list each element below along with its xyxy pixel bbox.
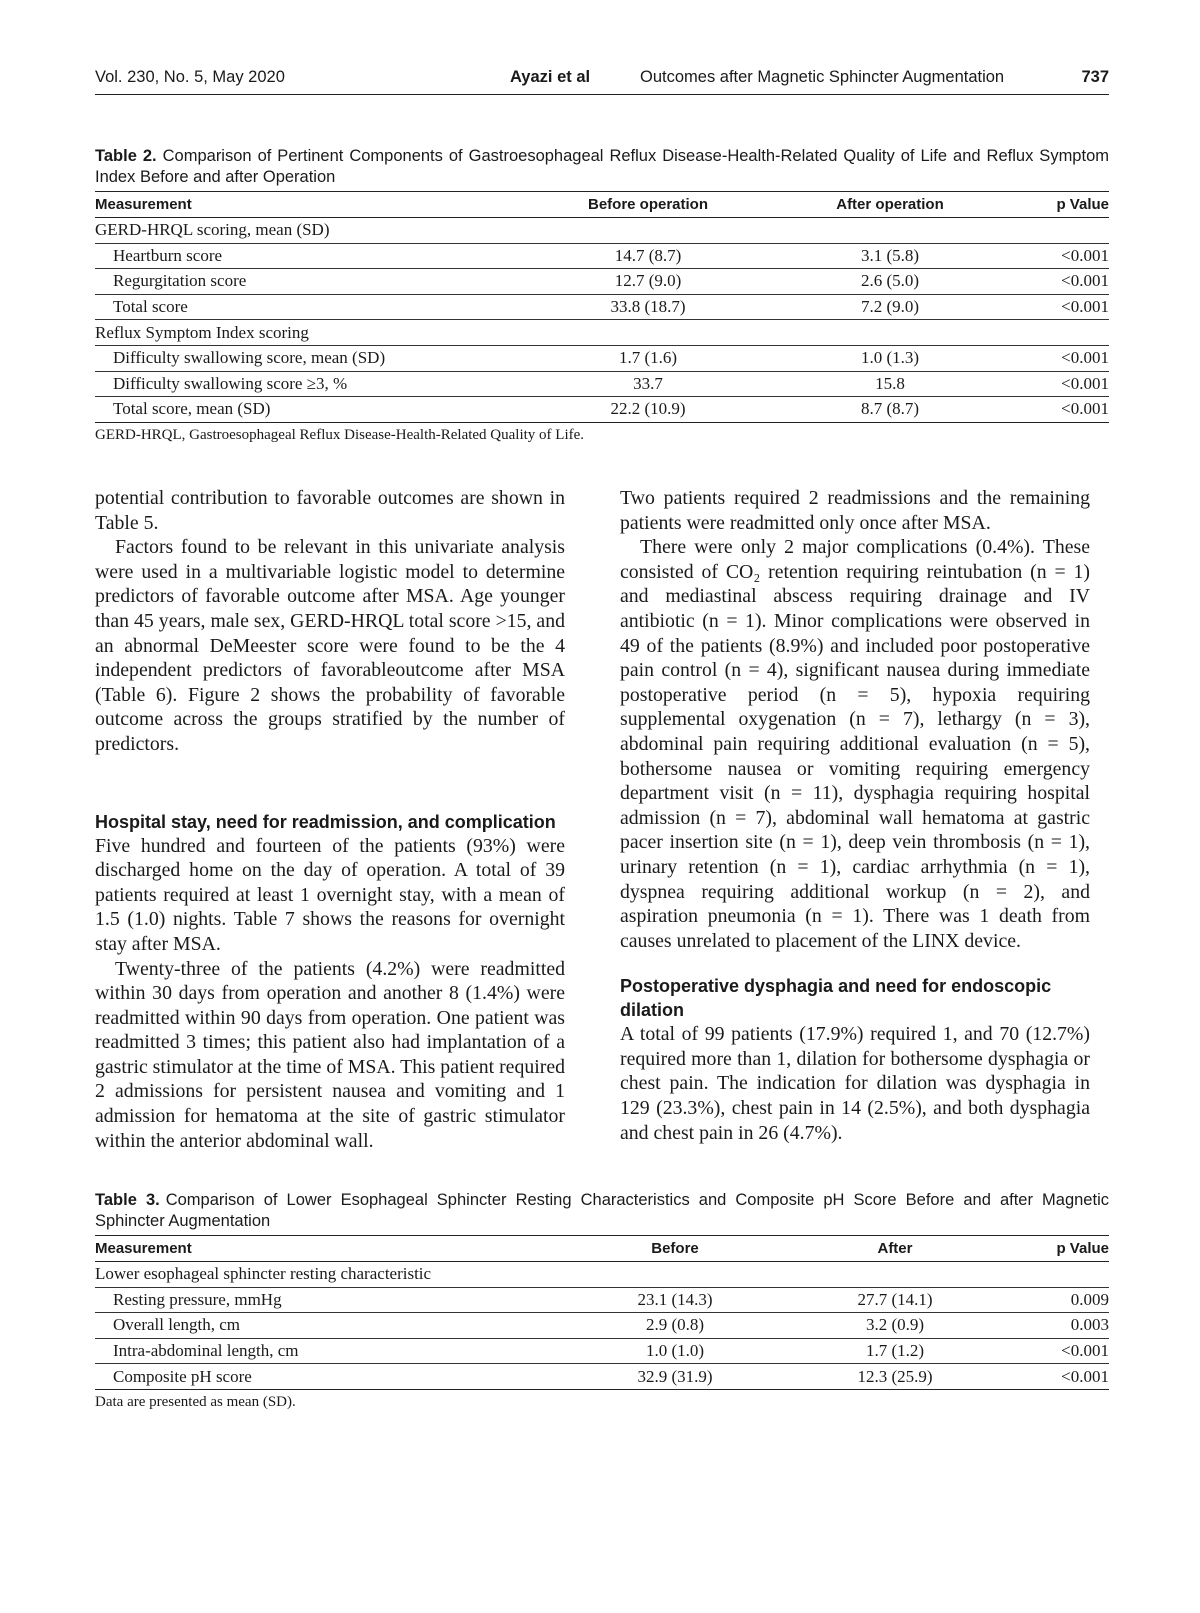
running-title: Outcomes after Magnetic Sphincter Augmentation xyxy=(640,68,1005,86)
body-column-left xyxy=(95,486,565,1153)
paragraph: Two patients required 2 readmissions and the remaining patients were readmitted only once after MSA. xyxy=(620,487,1090,534)
table-2-grid xyxy=(95,191,1109,423)
table-2-label: Table 2. xyxy=(95,147,157,165)
table-row xyxy=(95,397,1109,423)
table-3-footnote: Data are presented as mean (SD). xyxy=(95,1393,296,1410)
column-header-measurement: Measurement xyxy=(95,1236,570,1262)
table-row xyxy=(95,1287,1109,1313)
cell-after xyxy=(761,218,1019,244)
cell-before: 33.8 (18.7) xyxy=(535,294,761,320)
page-number: 737 xyxy=(1081,68,1109,86)
row-label: Total score xyxy=(95,294,535,320)
cell-before: 32.9 (31.9) xyxy=(570,1364,780,1390)
table-3-grid xyxy=(95,1235,1109,1390)
row-label: Difficulty swallowing score ≥3, % xyxy=(95,371,535,397)
column-header-after: After xyxy=(780,1236,1010,1262)
row-label: Resting pressure, mmHg xyxy=(95,1287,570,1313)
row-label: Composite pH score xyxy=(95,1364,570,1390)
table-row xyxy=(95,1364,1109,1390)
cell-after: 3.1 (5.8) xyxy=(761,243,1019,269)
cell-before xyxy=(535,218,761,244)
cell-before: 1.7 (1.6) xyxy=(535,345,761,371)
table-3-caption xyxy=(95,1190,1109,1232)
column-header-before: Before operation xyxy=(535,192,761,218)
cell-before: 12.7 (9.0) xyxy=(535,269,761,295)
cell-after: 12.3 (25.9) xyxy=(780,1364,1010,1390)
table-3-label: Table 3. xyxy=(95,1191,160,1209)
row-label: Total score, mean (SD) xyxy=(95,397,535,423)
cell-after xyxy=(780,1262,1010,1288)
cell-before: 14.7 (8.7) xyxy=(535,243,761,269)
cell-before: 2.9 (0.8) xyxy=(570,1313,780,1339)
cell-p-value xyxy=(1010,1262,1109,1288)
section-heading-dysphagia: Postoperative dysphagia and need for endoscopic dilation xyxy=(620,976,1052,1021)
column-header-p-value: p Value xyxy=(1010,1236,1109,1262)
column-header-p-value: p Value xyxy=(1019,192,1109,218)
cell-before xyxy=(570,1262,780,1288)
section-heading-hospital-stay: Hospital stay, need for readmission, and complication xyxy=(95,811,556,832)
cell-p-value: <0.001 xyxy=(1010,1364,1109,1390)
running-authors: Ayazi et al xyxy=(510,68,591,86)
table-2-footnote: GERD-HRQL, Gastroesophageal Reflux Disease-Health-Related Quality of Life. xyxy=(95,426,585,443)
cell-p-value: <0.001 xyxy=(1019,269,1109,295)
cell-p-value: <0.001 xyxy=(1019,345,1109,371)
table-header-row xyxy=(95,192,1109,218)
paragraph: potential contribution to favorable outcomes are shown in Table 5. xyxy=(95,487,565,534)
cell-after: 7.2 (9.0) xyxy=(761,294,1019,320)
column-header-after: After operation xyxy=(761,192,1019,218)
cell-p-value xyxy=(1019,320,1109,346)
cell-after: 3.2 (0.9) xyxy=(780,1313,1010,1339)
table-row xyxy=(95,371,1109,397)
table-row xyxy=(95,1338,1109,1364)
cell-p-value: <0.001 xyxy=(1010,1338,1109,1364)
table-row xyxy=(95,320,1109,346)
table-row xyxy=(95,1262,1109,1288)
cell-after xyxy=(761,320,1019,346)
running-header xyxy=(95,66,1109,95)
row-label: Difficulty swallowing score, mean (SD) xyxy=(95,345,535,371)
cell-p-value: <0.001 xyxy=(1019,397,1109,423)
table-2-caption xyxy=(95,146,1109,188)
cell-before: 1.0 (1.0) xyxy=(570,1338,780,1364)
table-row xyxy=(95,294,1109,320)
column-header-before: Before xyxy=(570,1236,780,1262)
cell-after: 15.8 xyxy=(761,371,1019,397)
cell-after: 1.0 (1.3) xyxy=(761,345,1019,371)
row-section-label: Lower esophageal sphincter resting characteristic xyxy=(95,1262,570,1288)
cell-after: 2.6 (5.0) xyxy=(761,269,1019,295)
column-header-measurement: Measurement xyxy=(95,192,535,218)
row-label: Heartburn score xyxy=(95,243,535,269)
table-row xyxy=(95,218,1109,244)
table-3-caption-text: Comparison of Lower Esophageal Sphincter Resting Characteristics and Composite pH Score Before and after Magnetic Sphincter Augmentation xyxy=(95,1191,1109,1230)
cell-p-value: <0.001 xyxy=(1019,243,1109,269)
table-2-caption-text: Comparison of Pertinent Components of Gastroesophageal Reflux Disease-Health-Related Quality of Life and Reflux Symptom Index Before and after Operation xyxy=(95,147,1109,186)
row-label: Overall length, cm xyxy=(95,1313,570,1339)
cell-p-value: 0.009 xyxy=(1010,1287,1109,1313)
table-row xyxy=(95,269,1109,295)
table-row xyxy=(95,243,1109,269)
row-label: Regurgitation score xyxy=(95,269,535,295)
cell-after: 1.7 (1.2) xyxy=(780,1338,1010,1364)
row-label: Intra-abdominal length, cm xyxy=(95,1338,570,1364)
cell-before: 33.7 xyxy=(535,371,761,397)
table-row xyxy=(95,1313,1109,1339)
row-section-label: GERD-HRQL scoring, mean (SD) xyxy=(95,218,535,244)
cell-after: 27.7 (14.1) xyxy=(780,1287,1010,1313)
row-section-label: Reflux Symptom Index scoring xyxy=(95,320,535,346)
table-2 xyxy=(95,146,1109,444)
paragraph: There were only 2 major complications (0.4%). These consisted of CO₂ retention requiring reintubation (n = 1) and mediastinal abscess requiring drainage and IV antibiotic (n = 1). Minor complications were observed in 49 of the patients (8.9%) and included poor postoperative pain control (n = 4), significant nausea during immediate postoperative period (n = 5), hypoxia requiring supplemental oxygenation (n = 7), lethargy (n = 3), abdominal pain requiring additional evaluation (n = 5), bothersome nausea or vomiting requiring emergency department visit (n = 11), dysphagia requiring hospital admission (n = 7), abdominal wall hematoma at gastric pacer insertion site (n = 1), deep vein thrombosis (n = 1), urinary retention (n = 1), cardiac arrhythmia (n = 1), dyspnea requiring additional workup (n = 2), and aspiration pneumonia (n = 1). There was 1 death from causes unrelated to placement of the LINX device. xyxy=(620,536,1090,952)
cell-before: 22.2 (10.9) xyxy=(535,397,761,423)
cell-before xyxy=(535,320,761,346)
journal-volume: Vol. 230, No. 5, May 2020 xyxy=(95,68,285,86)
cell-before: 23.1 (14.3) xyxy=(570,1287,780,1313)
paragraph: Five hundred and fourteen of the patients (93%) were discharged home on the day of operation. A total of 39 patients required at least 1 overnight stay, with a mean of 1.5 (1.0) nights. Table 7 shows the reasons for overnight stay after MSA. xyxy=(95,834,565,955)
table-3 xyxy=(95,1190,1109,1411)
table-header-row xyxy=(95,1236,1109,1262)
cell-p-value: <0.001 xyxy=(1019,294,1109,320)
cell-p-value: <0.001 xyxy=(1019,371,1109,397)
cell-p-value xyxy=(1019,218,1109,244)
paragraph: Factors found to be relevant in this univariate analysis were used in a multivariable logistic model to determine predictors of favorable outcome after MSA. Age younger than 45 years, male sex, GERD-HRQL total score >15, and an abnormal DeMeester score were found to be the 4 independent predictors of favorableoutcome after MSA (Table 6). Figure 2 shows the probability of favorable outcome across the groups stratified by the number of predictors. xyxy=(95,536,565,755)
body-column-right xyxy=(620,486,1090,1145)
cell-p-value: 0.003 xyxy=(1010,1313,1109,1339)
cell-after: 8.7 (8.7) xyxy=(761,397,1019,423)
paragraph: Twenty-three of the patients (4.2%) were readmitted within 30 days from operation and another 8 (1.4%) were readmitted within 90 days from operation. One patient was readmitted 3 times; this patient also had implantation of a gastric stimulator at the time of MSA. This patient required 2 admissions for persistent nausea and vomiting and 1 admission for hematoma at the site of gastric stimulator within the anterior abdominal wall. xyxy=(95,957,565,1152)
paragraph: A total of 99 patients (17.9%) required 1, and 70 (12.7%) required more than 1, dilation for bothersome dysphagia or chest pain. The indication for dilation was dysphagia in 129 (23.3%), chest pain in 14 (2.5%), and both dysphagia and chest pain in 26 (4.7%). xyxy=(620,1023,1090,1144)
table-row xyxy=(95,345,1109,371)
